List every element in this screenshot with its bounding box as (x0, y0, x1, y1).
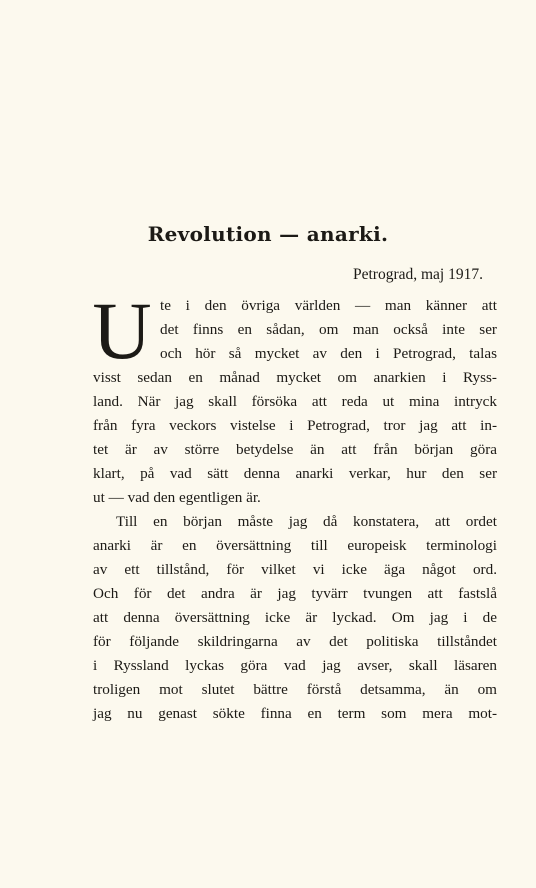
text-line: Och för det andra är jag tyvärr tvungen att fastslå (93, 585, 497, 602)
text-line: från fyra veckors vistelse i Petrograd, tror jag att in- (93, 417, 497, 434)
text-line: av ett tillstånd, för vilket vi icke äga något ord. (93, 561, 497, 578)
drop-cap-letter: U (92, 297, 152, 365)
text-line: klart, på vad sätt denna anarki verkar, hur den ser (93, 465, 497, 482)
text-line: tet är av större betydelse än att från början göra (93, 441, 497, 458)
text-line: anarki är en översättning till europeisk terminologi (93, 537, 497, 554)
text-line: ut — vad den egentligen är. (93, 489, 261, 506)
chapter-title: Revolution — anarki. (147, 222, 389, 246)
text-line: jag nu genast sökte finna en term som mera mot- (93, 705, 497, 722)
text-line: för följande skildringarna av det politiska tillståndet (93, 633, 497, 650)
text-line: visst sedan en månad mycket om anarkien i Ryss- (93, 369, 497, 386)
text-line: land. När jag skall försöka att reda ut mina intryck (93, 393, 497, 410)
text-line: Till en början måste jag då konstatera, att ordet (116, 513, 497, 530)
text-line: att denna översättning icke är lyckad. Om jag i de (93, 609, 497, 626)
text-line: i Ryssland lyckas göra vad jag avser, skall läsaren (93, 657, 497, 674)
text-line: och hör så mycket av den i Petrograd, talas (160, 345, 497, 362)
drop-cap (92, 297, 152, 365)
text-line: det finns en sådan, om man också inte ser (160, 321, 497, 338)
dateline: Petrograd, maj 1917. (352, 266, 483, 283)
text-line: te i den övriga världen — man känner att (160, 297, 497, 314)
text-line: troligen mot slutet bättre förstå detsamma, än om (93, 681, 497, 698)
